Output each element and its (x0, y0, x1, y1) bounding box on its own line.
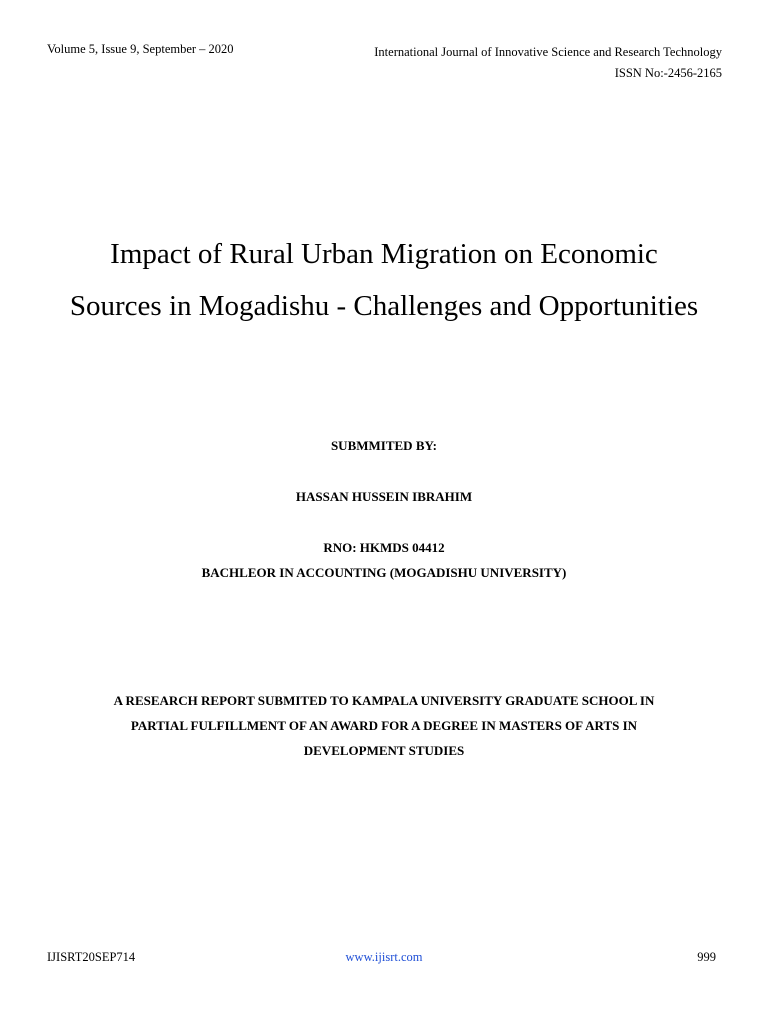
report-line-2: PARTIAL FULFILLMENT OF AN AWARD FOR A DEGREE IN MASTERS OF ARTS IN (130, 718, 638, 733)
paper-title (0, 228, 768, 332)
author-degree: BACHLEOR IN ACCOUNTING (MOGADISHU UNIVERSITY) (201, 565, 567, 580)
header-journal-block (374, 42, 722, 84)
submitted-by-label: SUBMMITED BY: (330, 438, 438, 453)
footer-website-link[interactable]: www.ijisrt.com (345, 950, 423, 964)
header-volume: Volume 5, Issue 9, September – 2020 (47, 42, 234, 56)
header-issn: ISSN No:-2456-2165 (614, 66, 722, 80)
registration-number: RNO: HKMDS 04412 (323, 540, 445, 555)
author-name: HASSAN HUSSEIN IBRAHIM (295, 489, 473, 504)
report-statement (0, 688, 768, 763)
footer-page-number: 999 (697, 950, 716, 964)
title-line-2: Sources in Mogadishu - Challenges and Opportunities (69, 290, 699, 322)
header-journal: International Journal of Innovative Science and Research Technology (374, 45, 722, 59)
report-line-1: A RESEARCH REPORT SUBMITED TO KAMPALA UNIVERSITY GRADUATE SCHOOL IN (113, 693, 655, 708)
title-line-1: Impact of Rural Urban Migration on Economic (110, 238, 658, 270)
report-line-3: DEVELOPMENT STUDIES (303, 743, 465, 758)
footer-paper-id: IJISRT20SEP714 (47, 950, 136, 964)
